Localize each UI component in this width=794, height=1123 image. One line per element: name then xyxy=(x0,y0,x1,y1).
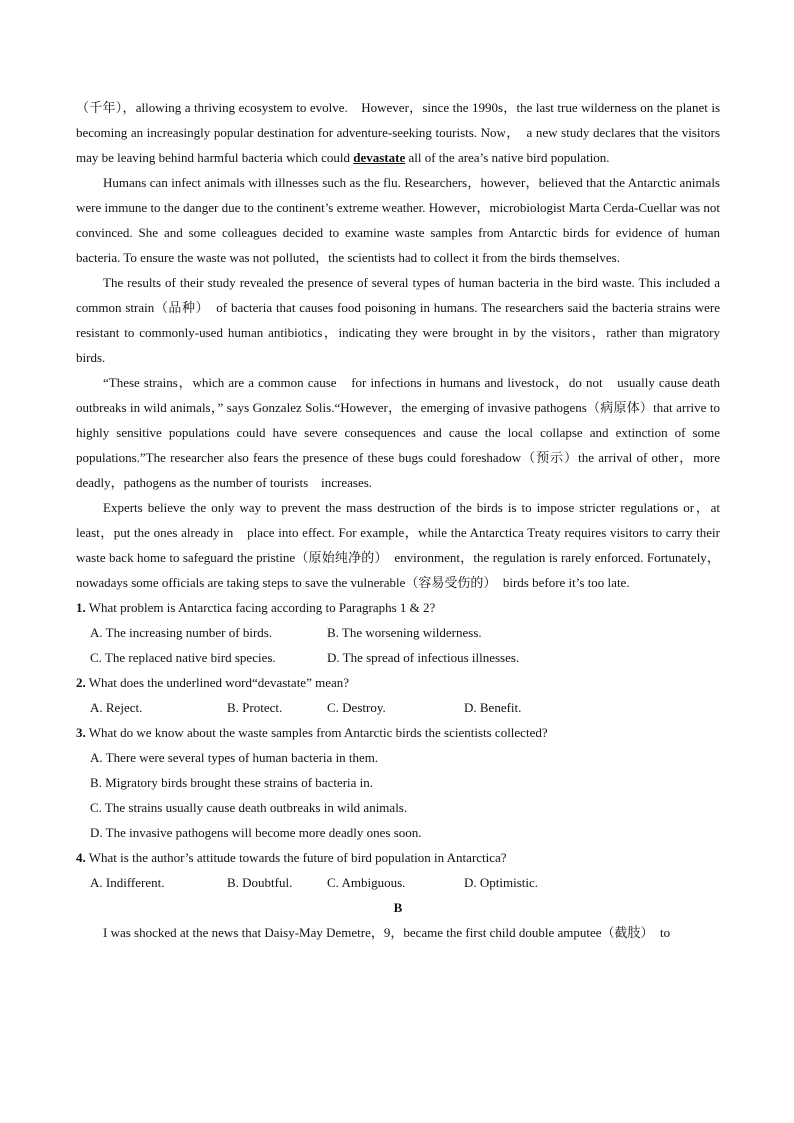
paragraph-5: Experts believe the only way to prevent the mass destruction of the birds is to impose stricter regulations or，at least，put the ones already in place into effect. For example，while the Antarctica Treaty requires visitors to carry their waste back home to safeguard the pristine（原始纯净的） environment，the regulation is rarely enforced. Fortunately，nowadays some officials are taking steps to save the vulnerable（容易受伤的） birds before it’s too late. xyxy=(76,500,720,590)
section-b-paragraph-1: I was shocked at the news that Daisy-May Demetre，9，became the first child double amputee（截肢） to xyxy=(103,925,671,940)
question-number: 2. xyxy=(76,675,86,690)
content xyxy=(76,95,720,945)
question-number: 4. xyxy=(76,850,86,865)
option-d: D. The invasive pathogens will become more deadly ones soon. xyxy=(90,825,422,840)
option-a: A. There were several types of human bacteria in them. xyxy=(90,750,379,765)
option-a: A. Indifferent. xyxy=(90,875,165,890)
paragraph-1: （千年），allowing a thriving ecosystem to evolve. However，since the 1990s，the last true wilderness on the planet is becoming an increasingly popular destination for adventure-seeking tourists. Now， a new study declares that the visitors may be leaving behind harmful bacteria which could devastate all of the area’s native bird population. xyxy=(76,100,720,165)
question-number: 3. xyxy=(76,725,86,740)
section-heading-b: B xyxy=(393,900,403,915)
option-a: A. The increasing number of birds. xyxy=(90,625,273,640)
option-c: C. The replaced native bird species. xyxy=(90,650,276,665)
option-c: C. Ambiguous. xyxy=(327,875,406,890)
question-stem: What do we know about the waste samples from Antarctic birds the scientists collected? xyxy=(88,725,548,740)
option-d: D. The spread of infectious illnesses. xyxy=(327,650,520,665)
option-b: B. Migratory birds brought these strains of bacteria in. xyxy=(90,775,374,790)
option-b: B. Protect. xyxy=(227,700,283,715)
option-b: B. The worsening wilderness. xyxy=(327,625,482,640)
option-c: C. The strains usually cause death outbreaks in wild animals. xyxy=(90,800,408,815)
question-2 xyxy=(76,670,720,695)
question-1-options-row-1 xyxy=(76,620,720,645)
question-number: 1. xyxy=(76,600,86,615)
option-b: B. Doubtful. xyxy=(227,875,293,890)
question-stem: What is the author’s attitude towards the future of bird population in Antarctica? xyxy=(88,850,507,865)
underlined-word: devastate xyxy=(353,150,406,165)
question-2-options xyxy=(76,695,720,720)
paragraph-3: The results of their study revealed the presence of several types of human bacteria in the bird waste. This included a common strain（品种） of bacteria that causes food poisoning in humans. The researchers said the bacteria strains were resistant to commonly-used human antibiotics，indicating they were brought in by the visitors，rather than migratory birds. xyxy=(76,275,720,365)
question-4 xyxy=(76,845,720,870)
paragraph-2: Humans can infect animals with illnesses such as the flu. Researchers，however，believed that the Antarctic animals were immune to the danger due to the continent’s extreme weather. However，microbiologist Marta Cerda-Cuellar was not convinced. She and some colleagues decided to examine waste samples from Antarctic birds for evidence of human bacteria. To ensure the waste was not polluted，the scientists had to collect it from the birds themselves. xyxy=(76,175,720,265)
question-stem: What problem is Antarctica facing according to Paragraphs 1 & 2? xyxy=(88,600,436,615)
question-1-options-row-2 xyxy=(76,645,720,670)
question-stem: What does the underlined word“devastate” mean? xyxy=(88,675,350,690)
option-a: A. Reject. xyxy=(90,700,143,715)
option-d: D. Optimistic. xyxy=(464,875,539,890)
question-4-options xyxy=(76,870,720,895)
option-d: D. Benefit. xyxy=(464,700,522,715)
option-c: C. Destroy. xyxy=(327,700,386,715)
question-3 xyxy=(76,720,720,745)
paragraph-4: “These strains，which are a common cause for infections in humans and livestock，do not usually cause death outbreaks in wild animals，” says Gonzalez Solis.“However，the emerging of invasive pathogens（病原体）that arrive to highly sensitive populations could have severe consequences and cause the local collapse and extinction of some populations.”The researcher also fears the presence of these bugs could foreshadow（预示）the arrival of other，more deadly，pathogens as the number of tourists increases. xyxy=(76,375,720,490)
question-1 xyxy=(76,595,720,620)
